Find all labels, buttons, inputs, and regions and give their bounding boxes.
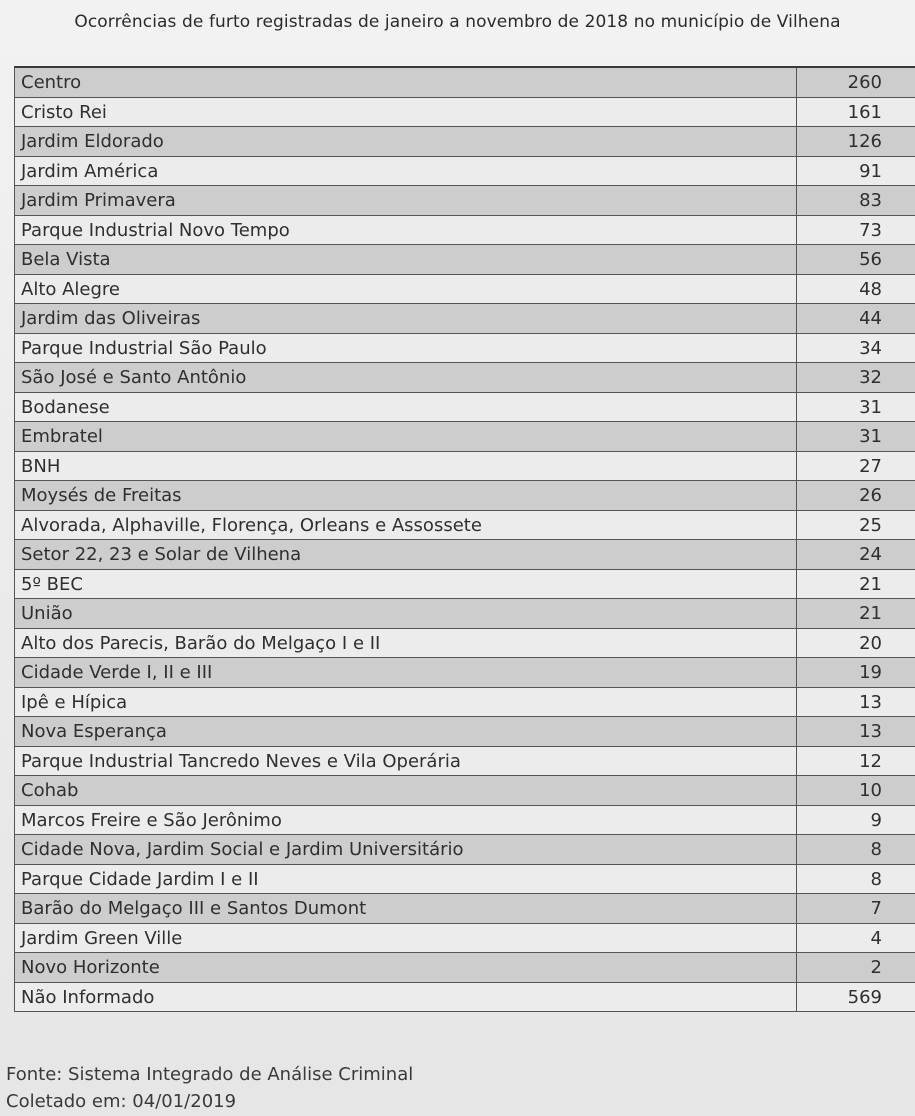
neighborhood-name: Setor 22, 23 e Solar de Vilhena <box>15 540 797 569</box>
occurrence-count: 569 <box>847 986 882 1008</box>
occurrence-count: 126 <box>847 131 882 152</box>
neighborhood-name: BNH <box>15 452 797 481</box>
neighborhood-name: Não Informado <box>15 983 797 1012</box>
neighborhood-name: Parque Industrial Tancredo Neves e Vila Operária <box>15 747 797 776</box>
table-row <box>15 275 915 305</box>
table-row <box>15 806 915 836</box>
occurrence-count: 9 <box>870 809 882 831</box>
occurrence-count: 7 <box>870 898 882 919</box>
table-row <box>15 304 915 334</box>
neighborhood-name: Cidade Nova, Jardim Social e Jardim Universitário <box>15 835 797 864</box>
occurrence-count: 12 <box>859 750 882 772</box>
occurrence-count: 8 <box>870 868 882 890</box>
occurrence-count: 83 <box>859 190 882 211</box>
neighborhood-name: Jardim Primavera <box>15 186 797 215</box>
table-row <box>15 422 915 452</box>
table-row <box>15 658 915 688</box>
table-row <box>15 865 915 895</box>
occurrence-count: 4 <box>870 927 882 949</box>
neighborhood-name: Nova Esperança <box>15 717 797 746</box>
occurrence-count: 26 <box>859 485 882 506</box>
neighborhood-name: Jardim Green Ville <box>15 924 797 953</box>
occurrence-count: 20 <box>859 632 882 654</box>
neighborhood-name: Embratel <box>15 422 797 451</box>
occurrence-count: 34 <box>859 337 882 359</box>
neighborhood-name: Parque Cidade Jardim I e II <box>15 865 797 894</box>
table-row <box>15 245 915 275</box>
table-row <box>15 570 915 600</box>
neighborhood-name: Jardim Eldorado <box>15 127 797 156</box>
table-row <box>15 157 915 187</box>
neighborhood-name: Centro <box>15 68 797 97</box>
neighborhood-name: Jardim das Oliveiras <box>15 304 797 333</box>
table-row <box>15 68 915 98</box>
occurrence-count: 21 <box>859 603 882 624</box>
neighborhood-name: São José e Santo Antônio <box>15 363 797 392</box>
source-note: Fonte: Sistema Integrado de Análise Criminal <box>6 1064 414 1085</box>
neighborhood-name: Barão do Melgaço III e Santos Dumont <box>15 894 797 923</box>
occurrence-count: 260 <box>847 72 882 93</box>
neighborhood-name: Moysés de Freitas <box>15 481 797 510</box>
neighborhood-name: Marcos Freire e São Jerônimo <box>15 806 797 835</box>
table-row <box>15 835 915 865</box>
table-row <box>15 393 915 423</box>
occurrence-count: 21 <box>859 573 882 595</box>
table-row <box>15 216 915 246</box>
table-row <box>15 953 915 983</box>
occurrence-count: 56 <box>859 249 882 270</box>
occurrence-count: 32 <box>859 367 882 388</box>
document-title: Ocorrências de furto registradas de janeiro a novembro de 2018 no município de Vilhena <box>74 12 841 32</box>
occurrence-count: 8 <box>870 839 882 860</box>
occurrence-count: 48 <box>859 278 882 300</box>
occurrence-count: 91 <box>859 160 882 182</box>
neighborhood-name: Cristo Rei <box>15 98 797 127</box>
occurrence-count: 25 <box>859 514 882 536</box>
table-row <box>15 688 915 718</box>
table-row <box>15 540 915 570</box>
occurrence-count: 44 <box>859 308 882 329</box>
neighborhood-name: Alvorada, Alphaville, Florença, Orleans e Assossete <box>15 511 797 540</box>
table-row <box>15 894 915 924</box>
table-row <box>15 599 915 629</box>
occurrence-count: 19 <box>859 662 882 683</box>
neighborhood-name: Bodanese <box>15 393 797 422</box>
neighborhood-name: União <box>15 599 797 628</box>
table-row <box>15 629 915 659</box>
occurrence-count: 161 <box>847 101 882 123</box>
neighborhood-name: Alto Alegre <box>15 275 797 304</box>
neighborhood-name: Jardim América <box>15 157 797 186</box>
occurrence-count: 24 <box>859 544 882 565</box>
occurrence-count: 73 <box>859 219 882 241</box>
occurrence-count: 10 <box>859 780 882 801</box>
neighborhood-name: Ipê e Hípica <box>15 688 797 717</box>
occurrence-count: 2 <box>870 957 882 978</box>
neighborhood-name: Cidade Verde I, II e III <box>15 658 797 687</box>
neighborhood-name: Parque Industrial São Paulo <box>15 334 797 363</box>
table-row <box>15 481 915 511</box>
table-row <box>15 747 915 777</box>
neighborhood-name: Alto dos Parecis, Barão do Melgaço I e II <box>15 629 797 658</box>
occurrence-count: 31 <box>859 396 882 418</box>
table-row <box>15 983 915 1013</box>
table-row <box>15 363 915 393</box>
table-row <box>15 334 915 364</box>
table-row <box>15 924 915 954</box>
table-row <box>15 452 915 482</box>
table-row <box>15 511 915 541</box>
occurrence-count: 31 <box>859 426 882 447</box>
table-row <box>15 186 915 216</box>
neighborhood-name: Bela Vista <box>15 245 797 274</box>
neighborhood-name: 5º BEC <box>15 570 797 599</box>
neighborhood-name: Novo Horizonte <box>15 953 797 982</box>
theft-occurrences-table <box>14 66 915 1012</box>
occurrence-count: 27 <box>859 455 882 477</box>
occurrence-count: 13 <box>859 721 882 742</box>
occurrence-count: 13 <box>859 691 882 713</box>
collection-date: Coletado em: 04/01/2019 <box>6 1091 237 1112</box>
table-row <box>15 717 915 747</box>
neighborhood-name: Parque Industrial Novo Tempo <box>15 216 797 245</box>
table-row <box>15 776 915 806</box>
neighborhood-name: Cohab <box>15 776 797 805</box>
table-row <box>15 98 915 128</box>
table-row <box>15 127 915 157</box>
